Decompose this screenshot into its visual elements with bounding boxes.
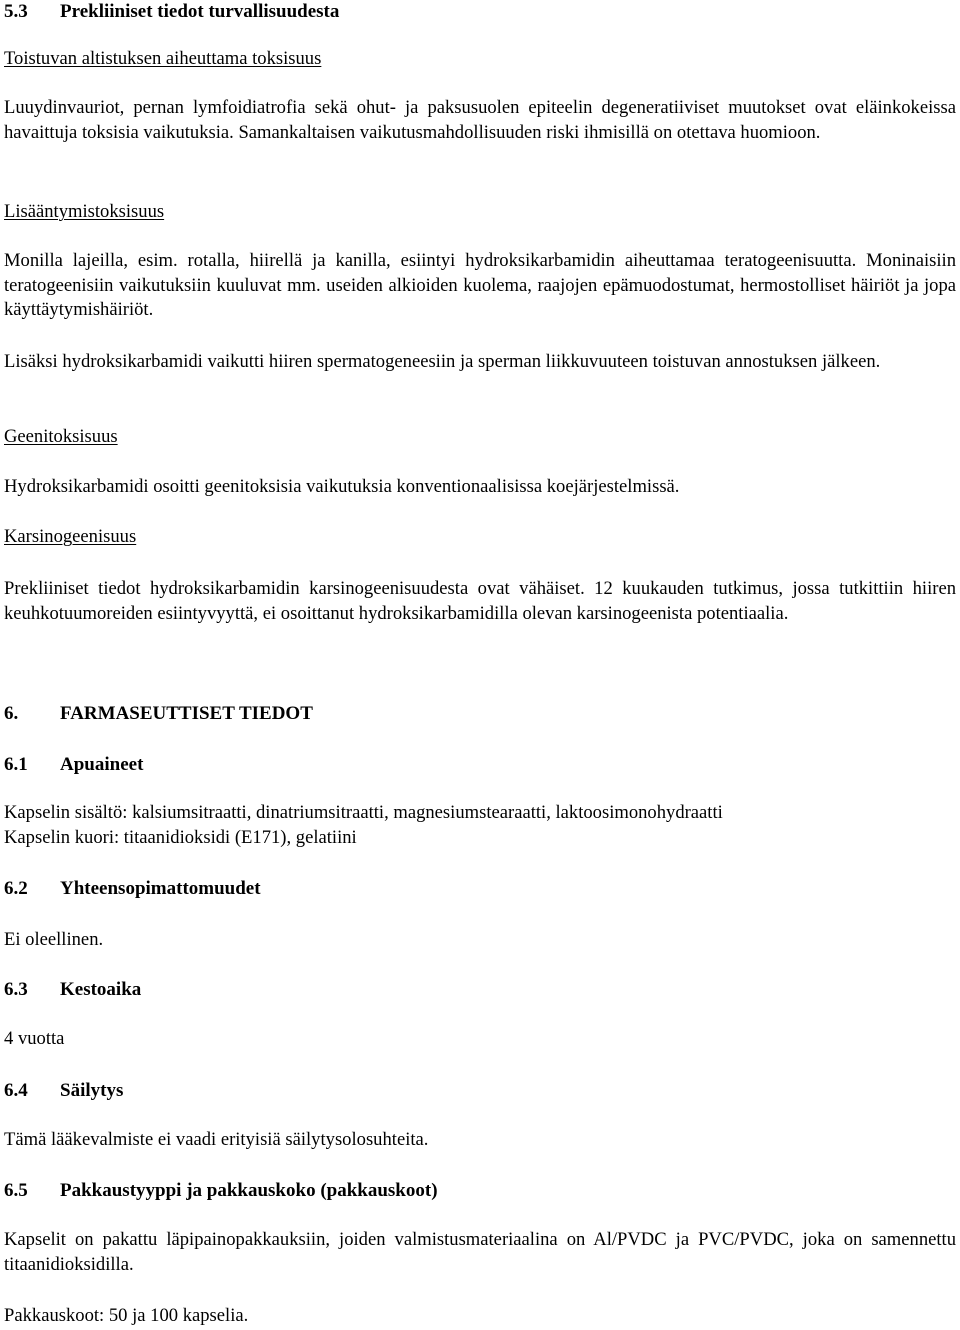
section-6-heading [4,702,956,727]
excipients-list [4,801,956,850]
capsule-shell-line: Kapselin kuori: titaanidioksidi (E171), gelatiini [4,826,357,848]
section-title: Säilytys [60,1080,124,1101]
section-number: 6.1 [4,754,28,775]
carcinogenicity-heading: Karsinogeenisuus [4,526,137,547]
packaging-text: Kapselit on pakattu läpipainopakkauksiin, joiden valmistusmateriaalina on Al/PVDC ja PVC/PVDC, joka on samennettu titaanidioksidilla. [4,1229,956,1275]
section-title: Kestoaika [60,979,142,1000]
section-6-4-heading [4,1079,956,1104]
reproductive-toxicity-text: Monilla lajeilla, esim. rotalla, hiirellä ja kanilla, esiintyi hydroksikarbamidin aiheuttamaa teratogeenisuutta. Moninaisiin teratogeenisiin vaikutuksiin kuuluvat mm. useiden alkioiden kuolema, raajojen epämuodostumat, hermostolliset häiriöt ja jopa käyttäytymishäiriöt. [4,250,956,320]
section-number: 6.2 [4,878,28,899]
section-title: Apuaineet [60,754,144,775]
section-number: 6.3 [4,979,28,1000]
section-title: Prekliiniset tiedot turvallisuudesta [60,1,340,22]
reproductive-toxicity-heading: Lisääntymistoksisuus [4,201,165,222]
incompatibilities-text: Ei oleellinen. [4,929,104,950]
storage-text: Tämä lääkevalmiste ei vaadi erityisiä säilytysolosuhteita. [4,1129,429,1150]
repeat-toxicity-heading: Toistuvan altistuksen aiheuttama toksisuus [4,48,322,69]
section-6-3-heading [4,978,956,1003]
capsule-content-line: Kapselin sisältö: kalsiumsitraatti, dinatriumsitraatti, magnesiumstearaatti, laktoosimonohydraatti [4,802,723,823]
section-title: FARMASEUTTISET TIEDOT [60,703,313,724]
section-6-5-heading [4,1179,956,1204]
section-title: Yhteensopimattomuudet [60,878,261,899]
repeat-toxicity-text: Luuydinvauriot, pernan lymfoidiatrofia sekä ohut- ja paksusuolen epiteelin degeneratiiviset muutokset ovat eläinkokeissa havaittuja toksisia vaikutuksia. Samankaltaisen vaikutusmahdollisuuden riski ihmisillä on otettava huomioon. [4,97,956,143]
section-6-2-heading [4,877,956,902]
section-number: 5.3 [4,1,28,22]
section-title: Pakkaustyyppi ja pakkauskoko (pakkauskoot) [60,1180,438,1201]
genotoxicity-heading: Geenitoksisuus [4,426,118,447]
section-6-1-heading [4,753,956,778]
genotoxicity-text: Hydroksikarbamidi osoitti geenitoksisia vaikutuksia konventionaalisissa koejärjestelmissä. [4,476,680,497]
shelf-life-text: 4 vuotta [4,1028,65,1049]
section-5-3-heading [4,0,956,25]
reproductive-toxicity-text-2: Lisäksi hydroksikarbamidi vaikutti hiiren spermatogeneesiin ja sperman liikkuvuuteen toistuvan annostuksen jälkeen. [4,351,881,372]
section-number: 6.5 [4,1180,28,1201]
carcinogenicity-text: Prekliiniset tiedot hydroksikarbamidin karsinogeenisuudesta ovat vähäiset. 12 kuukauden tutkimus, jossa tutkittiin hiiren keuhkotuumoreiden esiintyvyyttä, ei osoittanut hydroksikarbamidilla olevan karsinogeenista potentiaalia. [4,578,956,624]
section-number: 6.4 [4,1080,28,1101]
section-number: 6. [4,703,19,724]
pack-sizes-text: Pakkauskoot: 50 ja 100 kapselia. [4,1305,249,1326]
